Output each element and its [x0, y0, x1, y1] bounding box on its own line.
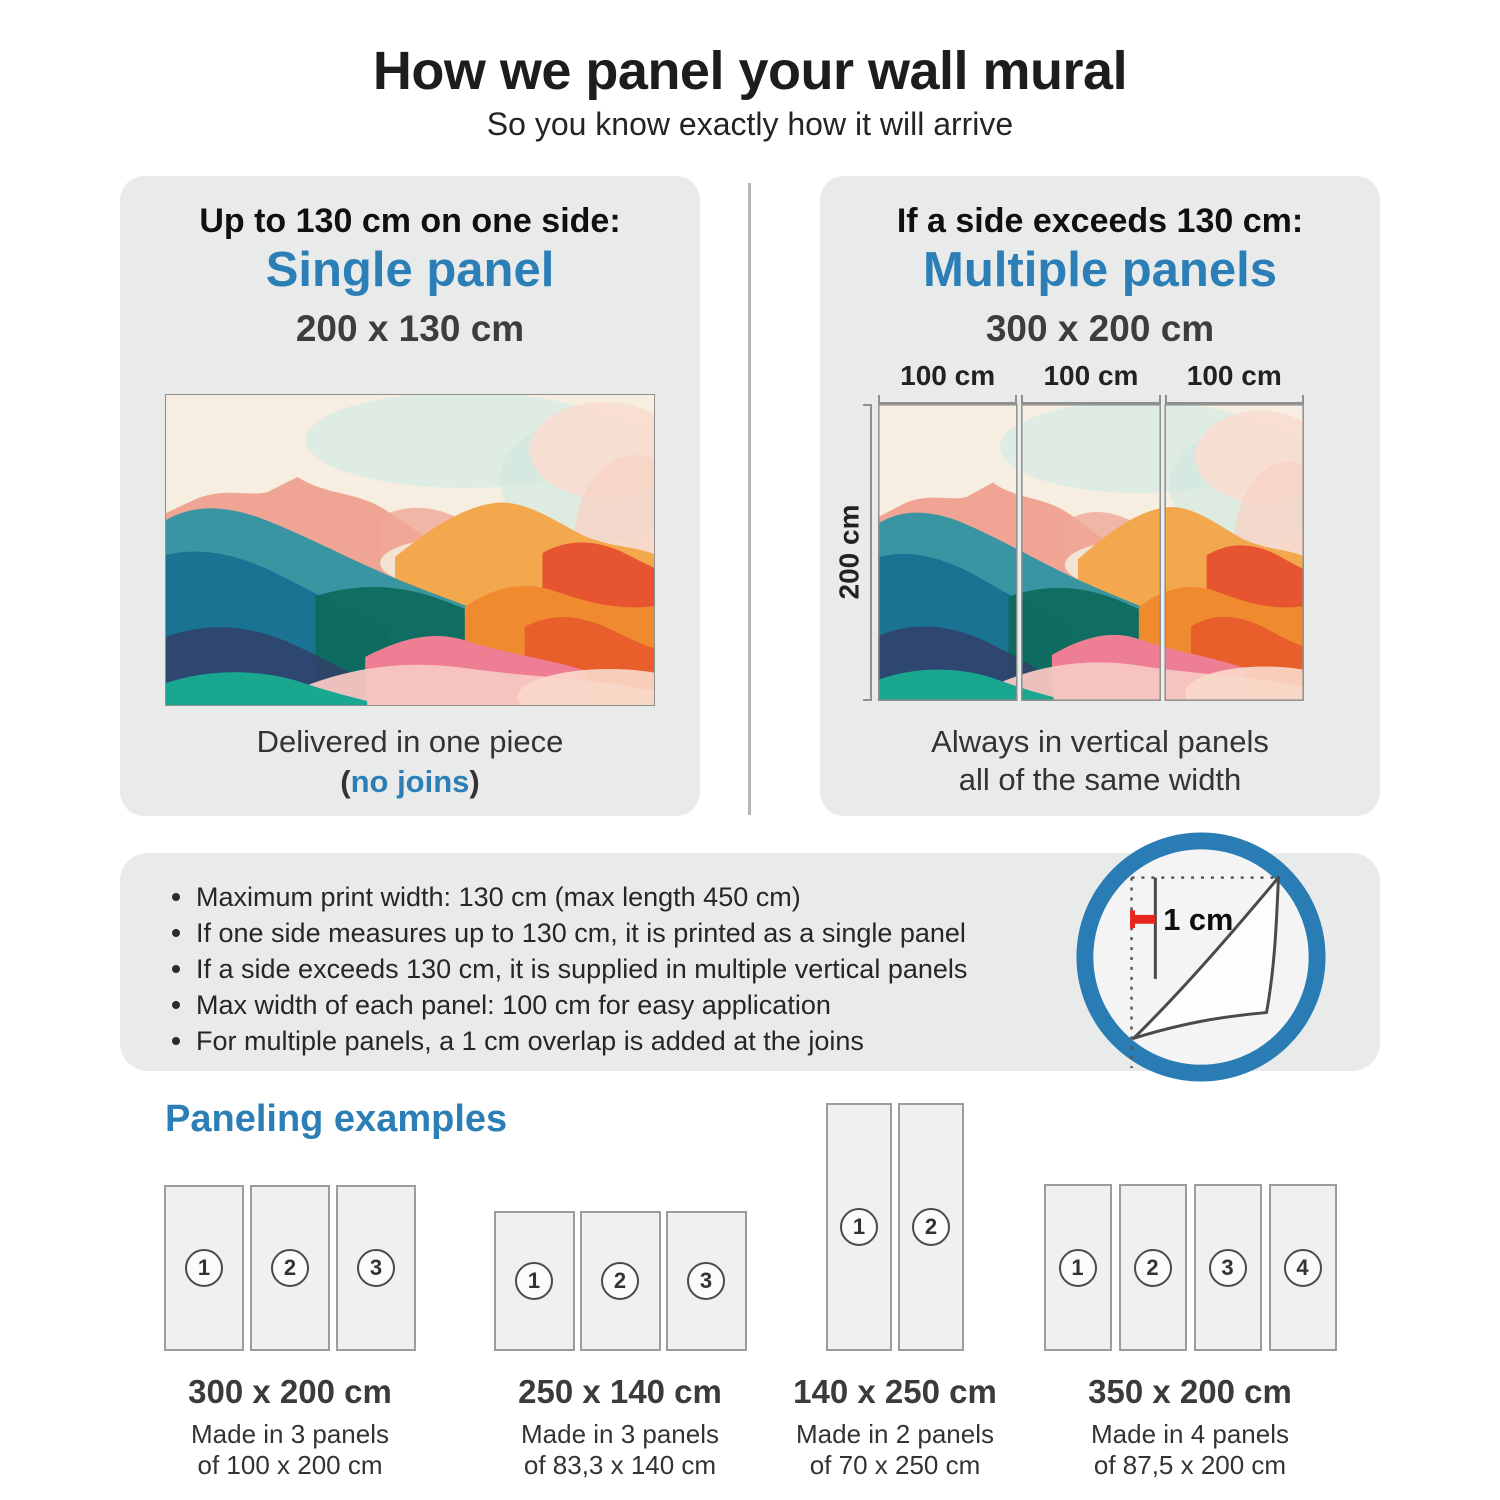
single-panel-condition: Up to 130 cm on one side:: [199, 202, 621, 240]
multiple-panels-caption-1: Always in vertical panels: [931, 724, 1269, 759]
cards-divider: [748, 183, 751, 815]
examples-title: Paneling examples: [165, 1098, 508, 1140]
single-panel-size: 200 x 130 cm: [295, 308, 525, 349]
panel-number-badge: 1: [515, 1262, 553, 1300]
width-bracket-1: [878, 395, 1017, 404]
width-dimension-1: [878, 360, 1017, 404]
bullet-dot: [172, 1037, 180, 1045]
panel-number-badge: 4: [1284, 1249, 1322, 1287]
panel-1: [826, 1103, 892, 1351]
panel-2: [898, 1103, 964, 1351]
example-desc-line1: Made in 3 panels: [520, 1419, 720, 1449]
example-desc-line2: of 100 x 200 cm: [197, 1450, 383, 1480]
overlap-measure-label: 1 cm: [1163, 902, 1234, 938]
width-label-2: 100 cm: [1043, 360, 1139, 391]
example-size: 300 x 200 cm: [188, 1373, 392, 1410]
panel-4: [1269, 1184, 1337, 1351]
no-joins-highlight: no joins: [350, 764, 470, 799]
example-desc: [470, 1419, 770, 1481]
example-size: 250 x 140 cm: [518, 1373, 722, 1410]
page-curl-icon: [1072, 828, 1330, 1086]
page-subtitle: So you know exactly how it will arrive: [486, 106, 1014, 142]
panel-number-badge: 2: [912, 1208, 950, 1246]
info-bullet-text: Maximum print width: 130 cm (max length 450 cm): [196, 882, 801, 912]
info-bullet: [164, 951, 967, 987]
multiple-panels-caption-2: all of the same width: [958, 762, 1242, 797]
example-panels: [1020, 1101, 1360, 1351]
width-label-1: 100 cm: [900, 360, 996, 391]
panel-3: [336, 1185, 416, 1351]
example-desc-line2: of 87,5 x 200 cm: [1093, 1450, 1287, 1480]
panel-number-badge: 1: [840, 1208, 878, 1246]
example-desc: [120, 1419, 460, 1481]
panel-1: [494, 1211, 575, 1351]
example-desc: [770, 1419, 1020, 1481]
width-bracket-2: [1021, 395, 1160, 404]
info-bullet-text: If one side measures up to 130 cm, it is printed as a single panel: [196, 918, 966, 948]
paren-open: (: [340, 764, 351, 799]
example-panels: [770, 1101, 1020, 1351]
example-panels: [470, 1101, 770, 1351]
width-dimension-2: [1021, 360, 1160, 404]
panel-3: [1194, 1184, 1262, 1351]
multiple-panels-card: [820, 176, 1380, 816]
info-bullet-list: [164, 879, 967, 1059]
bullet-dot: [172, 929, 180, 937]
mural-image-single: [165, 394, 655, 706]
example-desc: [1020, 1419, 1360, 1481]
multiple-panels-size: 300 x 200 cm: [985, 308, 1215, 349]
single-panel-card: [120, 176, 700, 816]
single-panel-caption: Delivered in one piece: [256, 724, 564, 759]
single-panel-title: Single panel: [265, 243, 555, 297]
width-dimension-3: [1165, 360, 1304, 404]
panel-1: [1044, 1184, 1112, 1351]
height-label: 200 cm: [833, 504, 865, 600]
paren-close: ): [469, 764, 480, 799]
example-140x250: [770, 1101, 1020, 1481]
info-bullet: [164, 1023, 967, 1059]
panel-1: [164, 1185, 244, 1351]
example-300x200: [120, 1101, 460, 1481]
example-size: 140 x 250 cm: [793, 1373, 997, 1410]
example-desc-line1: Made in 2 panels: [795, 1419, 995, 1449]
page-title: How we panel your wall mural: [372, 41, 1128, 101]
info-bullet-text: If a side exceeds 130 cm, it is supplied in multiple vertical panels: [196, 954, 968, 984]
bullet-dot: [172, 1001, 180, 1009]
example-350x200: [1020, 1101, 1360, 1481]
example-desc-line1: Made in 4 panels: [1090, 1419, 1290, 1449]
bullet-dot: [172, 893, 180, 901]
mural-image-panels: [878, 404, 1304, 701]
panel-2: [580, 1211, 661, 1351]
example-desc-line2: of 70 x 250 cm: [809, 1450, 981, 1480]
example-250x140: [470, 1101, 770, 1481]
info-bullet: [164, 987, 967, 1023]
example-desc-line1: Made in 3 panels: [190, 1419, 390, 1449]
width-bracket-3: [1165, 395, 1304, 404]
info-bullet-text: For multiple panels, a 1 cm overlap is added at the joins: [196, 1026, 864, 1056]
panel-2: [250, 1185, 330, 1351]
example-panels: [120, 1101, 460, 1351]
multiple-panels-condition: If a side exceeds 130 cm:: [896, 202, 1304, 240]
panel-number-badge: 2: [601, 1262, 639, 1300]
bullet-dot: [172, 965, 180, 973]
width-dimension-row: [878, 360, 1304, 404]
panel-number-badge: 3: [357, 1249, 395, 1287]
multiple-panels-title: Multiple panels: [923, 243, 1277, 297]
panel-number-badge: 2: [1134, 1249, 1172, 1287]
panel-number-badge: 1: [185, 1249, 223, 1287]
info-bullet: [164, 915, 967, 951]
example-size: 350 x 200 cm: [1088, 1373, 1292, 1410]
info-bullet-text: Max width of each panel: 100 cm for easy application: [196, 990, 831, 1020]
single-panel-caption-2: [120, 764, 700, 800]
panel-number-badge: 3: [1209, 1249, 1247, 1287]
panel-number-badge: 3: [687, 1262, 725, 1300]
panel-number-badge: 1: [1059, 1249, 1097, 1287]
width-label-3: 100 cm: [1186, 360, 1282, 391]
info-bullet: [164, 879, 967, 915]
panel-number-badge: 2: [271, 1249, 309, 1287]
example-desc-line2: of 83,3 x 140 cm: [523, 1450, 717, 1480]
panel-3: [666, 1211, 747, 1351]
overlap-badge: [1072, 828, 1330, 1086]
panel-2: [1119, 1184, 1187, 1351]
